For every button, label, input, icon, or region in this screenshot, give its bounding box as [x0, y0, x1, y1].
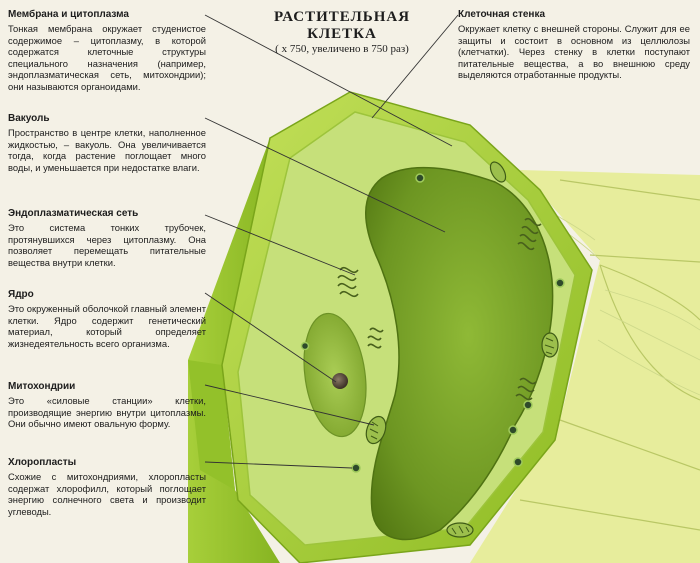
label-mitochondria: [8, 381, 206, 430]
title-scale: ( х 750, увеличено в 750 раз): [275, 43, 409, 55]
label-heading: Ядро: [8, 289, 34, 300]
label-chloroplasts: [8, 457, 206, 517]
label-nucleus: [8, 289, 206, 349]
label-membrane: [8, 9, 206, 93]
label-heading: Эндоплазматическая сеть: [8, 208, 139, 219]
label-text: Это «силовые станции» клетки, производящие энергию внутри цитоплазмы. Они обычно имеют овальную форму.: [8, 395, 206, 430]
label-cellwall: [458, 9, 690, 81]
label-heading: Клеточная стенка: [458, 9, 546, 20]
diagram-title: [242, 9, 442, 55]
title-main: РАСТИТЕЛЬНАЯ КЛЕТКА: [273, 9, 411, 42]
label-heading: Мембрана и цитоплазма: [8, 9, 129, 20]
label-text: Это система тонких трубочек, протянувшихся через цитоплазму. Она позволяет перемещать питательные вещества внутри клетки.: [8, 222, 206, 268]
label-text: Окружает клетку с внешней стороны. Служит для ее защиты и состоит в основном из целлюлозы (клетчатки). Через стенку в клетки поступают питательные вещества, а во внешнюю среду выделяются отработанные продукты.: [458, 23, 690, 81]
label-text: Схожие с митохондриями, хлоропласты содержат хлорофилл, который поглощает энергию солнечного света и производит углеводы.: [8, 471, 206, 517]
label-heading: Хлоропласты: [8, 457, 77, 468]
label-text: Это окруженный оболочкой главный элемент клетки. Ядро содержит генетический материал, который определяет жизнедеятельность всего организма.: [8, 303, 206, 349]
label-heading: Митохондрии: [8, 381, 76, 392]
label-heading: Вакуоль: [8, 113, 50, 124]
label-vacuole: [8, 113, 206, 173]
label-text: Пространство в центре клетки, наполненное жидкостью, – вакуоль. Она увеличивается тогда, когда растение поглощает много воды, и уменьшается при недостатке влаги.: [8, 127, 206, 173]
label-text: Тонкая мембрана окружает студенистое содержимое – цитоплазму, в которой содержатся клеточные структуры специального назначения (например, эндоплазматическая сеть, митохондрии); они называются органоидами.: [8, 23, 206, 92]
label-er: [8, 208, 206, 268]
